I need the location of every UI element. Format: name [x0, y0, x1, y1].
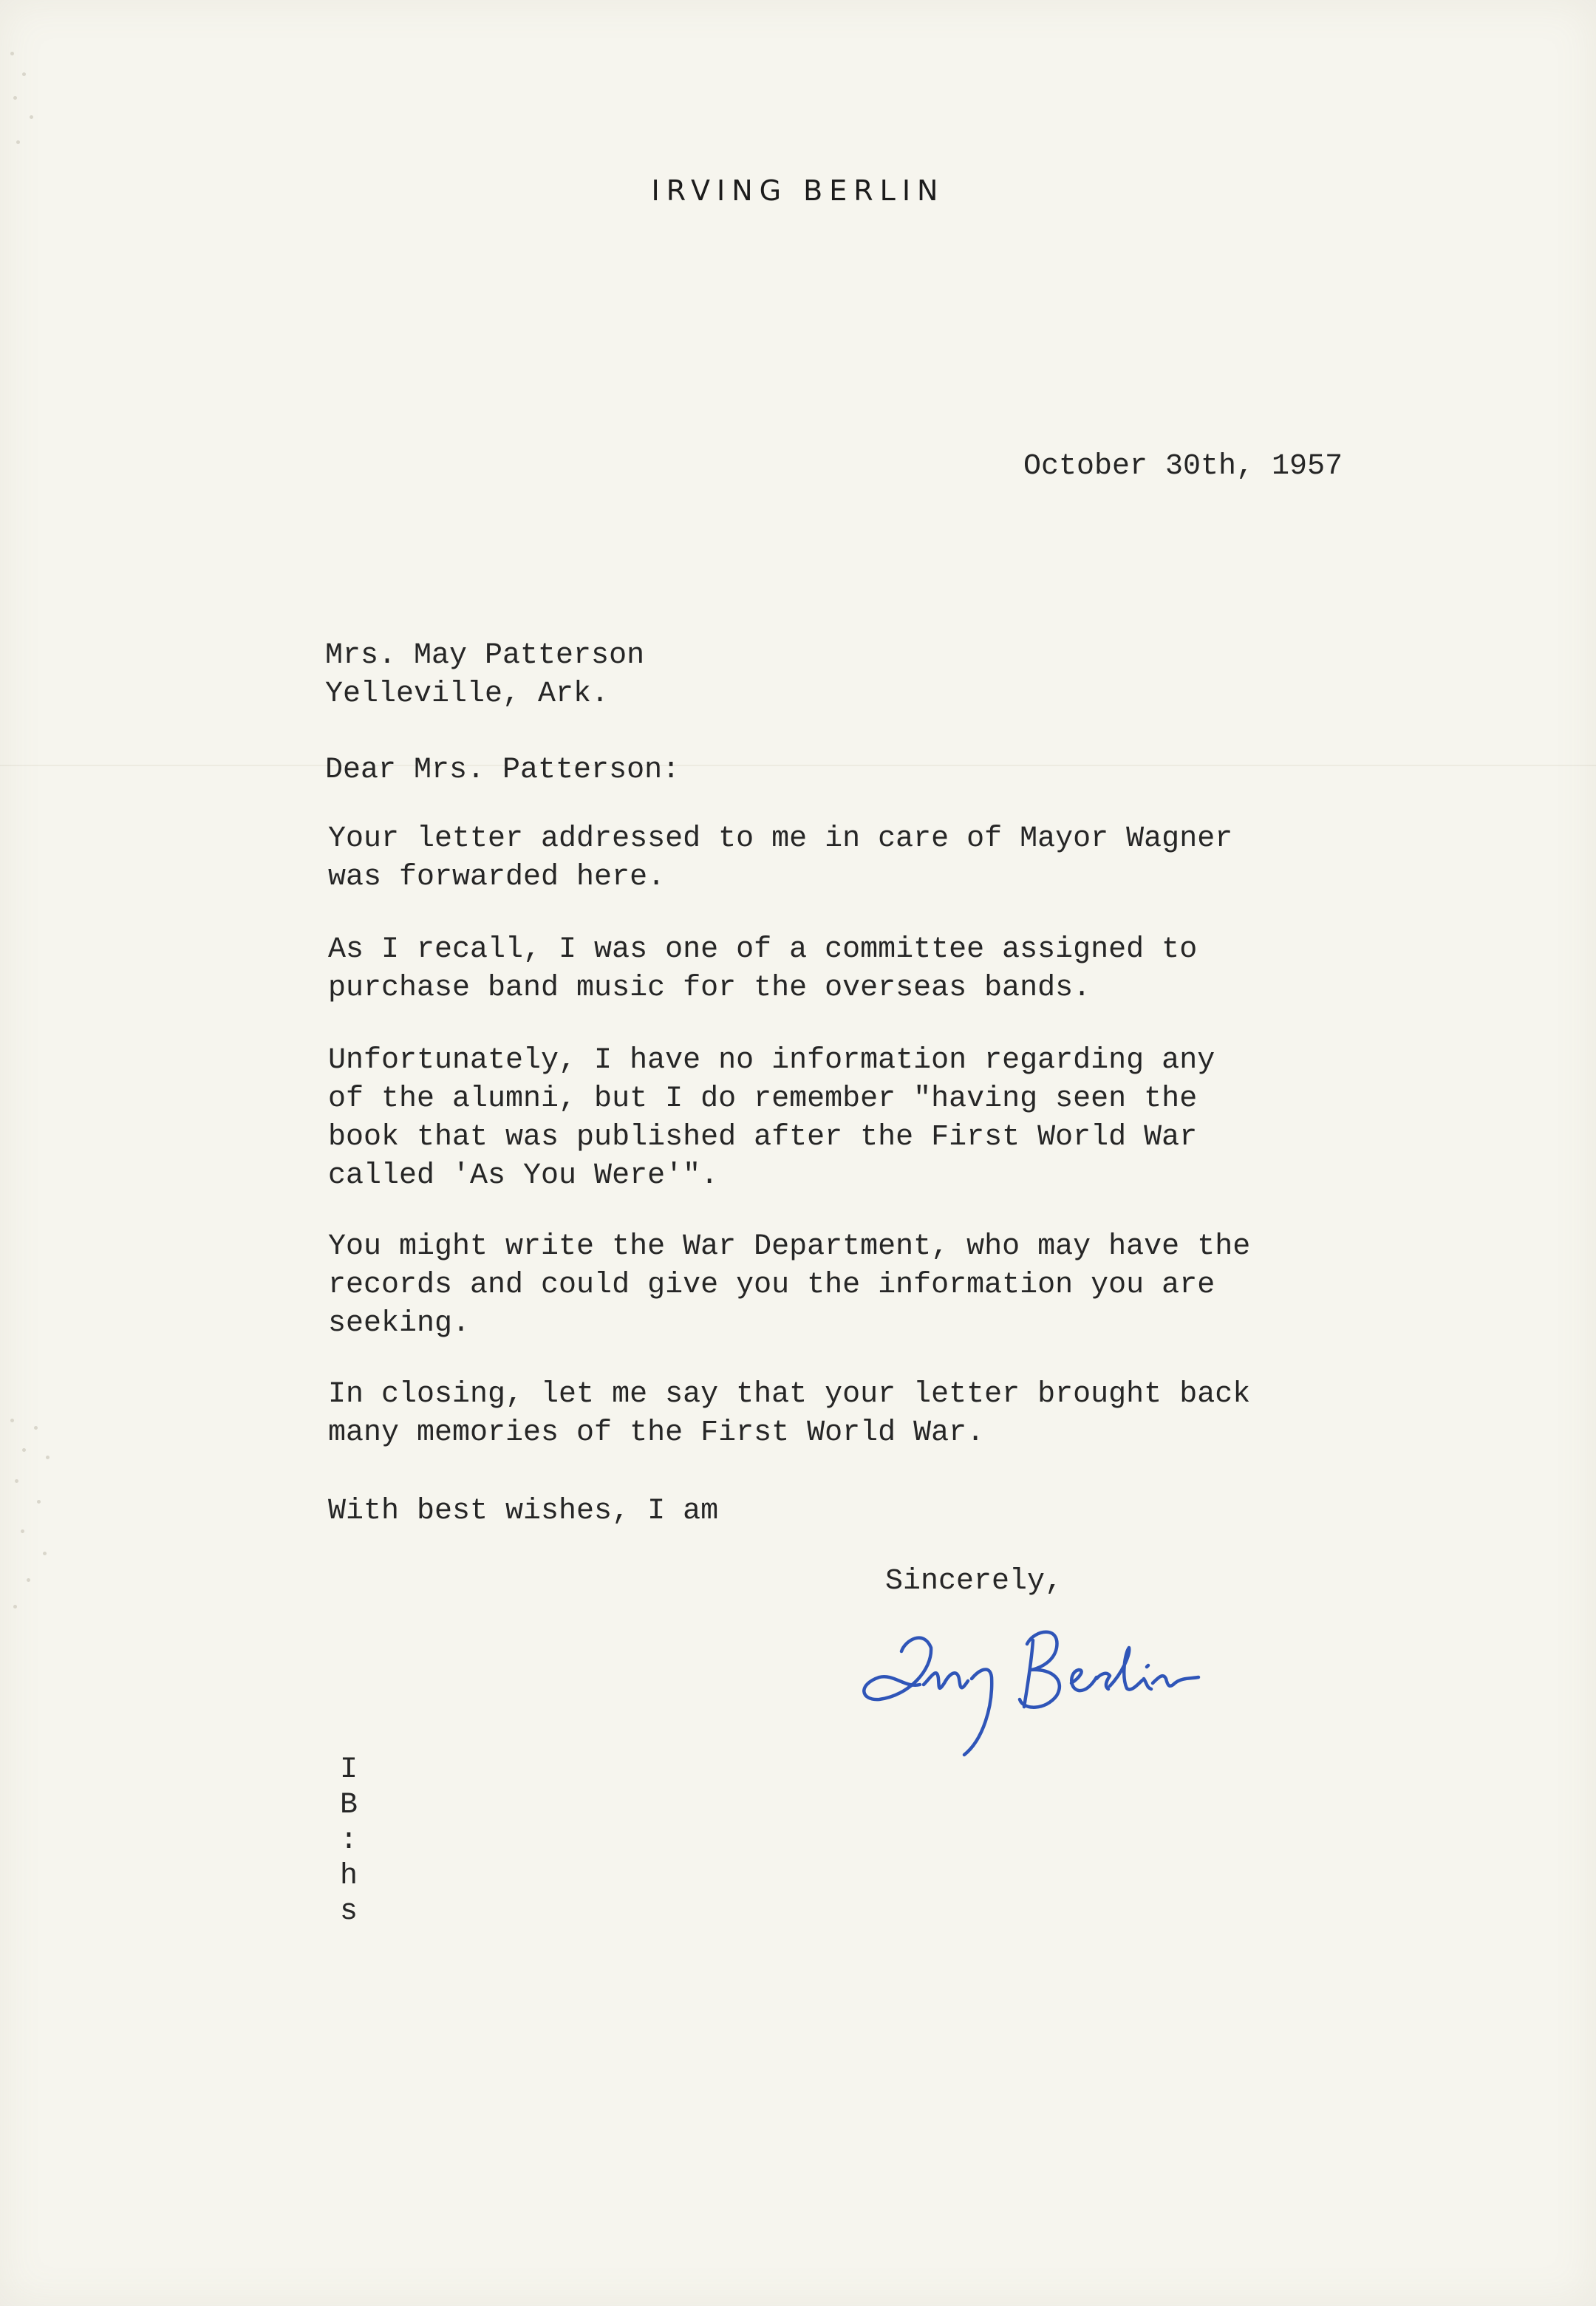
paragraph-line: of the alumni, but I do remember "having seen the: [328, 1082, 1198, 1116]
complimentary-close: Sincerely,: [885, 1565, 1063, 1598]
paragraph-1: [328, 820, 1232, 897]
letter-date: October 30th, 1957: [1023, 450, 1343, 483]
paragraph-line: With best wishes, I am: [328, 1495, 719, 1528]
recipient-address: [325, 637, 644, 714]
paragraph-line: many memories of the First World War.: [328, 1416, 985, 1450]
initials-char: I: [339, 1753, 358, 1787]
paragraph-5: [328, 1376, 1250, 1453]
paragraph-line: As I recall, I was one of a committee assigned to: [328, 933, 1198, 966]
recipient-name: Mrs. May Patterson: [325, 639, 645, 672]
paragraph-line: Your letter addressed to me in care of Mayor Wagner: [328, 822, 1233, 856]
paragraph-line: book that was published after the First World War: [328, 1121, 1198, 1154]
paragraph-6: [328, 1493, 718, 1531]
paragraph-4: [328, 1228, 1250, 1343]
paragraph-2: [328, 931, 1197, 1008]
paragraph-line: called 'As You Were'".: [328, 1159, 719, 1193]
paragraph-line: seeking.: [328, 1307, 471, 1340]
paragraph-line: You might write the War Department, who may have the: [328, 1230, 1251, 1263]
paragraph-line: was forwarded here.: [328, 861, 666, 894]
initials-char: B: [339, 1789, 358, 1822]
paragraph-3: [328, 1042, 1215, 1195]
recipient-city: Yelleville, Ark.: [325, 678, 610, 711]
paragraph-line: purchase band music for the overseas bands.: [328, 972, 1091, 1005]
salutation: Dear Mrs. Patterson:: [325, 754, 681, 787]
paragraph-line: Unfortunately, I have no information regarding any: [328, 1044, 1215, 1077]
initials-char: :: [339, 1824, 358, 1858]
paragraph-line: records and could give you the information you are: [328, 1269, 1215, 1302]
paper-fold-line: [0, 765, 1596, 766]
initials-char: s: [339, 1895, 358, 1928]
typist-initials: [334, 1753, 364, 1930]
handwritten-signature: [850, 1596, 1264, 1766]
initials-char: h: [339, 1860, 358, 1893]
paragraph-line: In closing, let me say that your letter brought back: [328, 1378, 1251, 1411]
letterhead: IRVING BERLIN: [651, 174, 945, 207]
